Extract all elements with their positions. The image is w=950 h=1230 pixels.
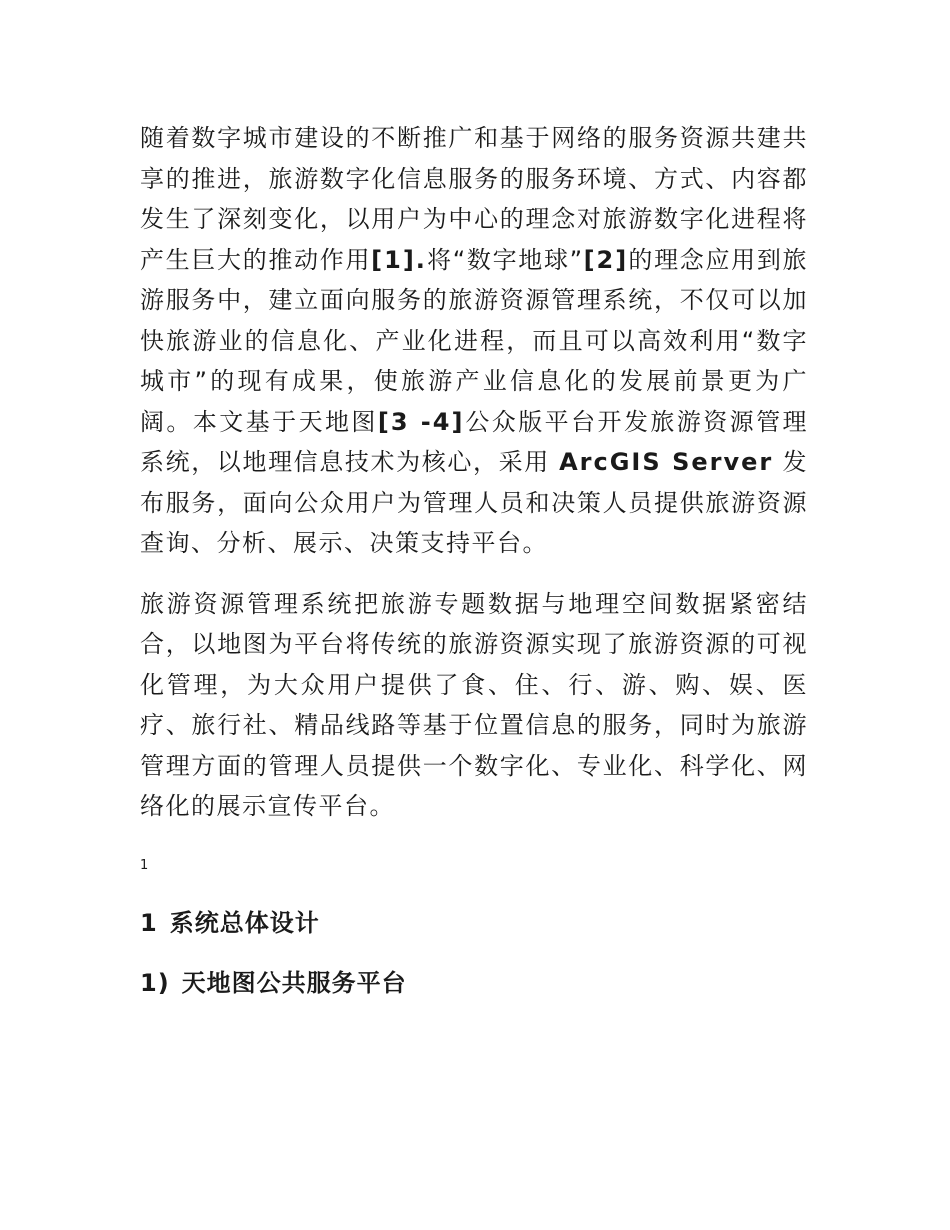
intro-text-3: 的理念应用到旅游服务中，建立面向服务的旅游资源管理系统，不仅可以加快旅游业的信息化、产业化进程，而且可以高效利用“数字城市”的现有成果，使旅游产业信息化的发展前景更为广阔。本文基于天地图 — [140, 245, 809, 436]
intro-text-2: 将“数字地球” — [426, 245, 584, 274]
subsection-number: 1) — [140, 968, 170, 997]
footnote-marker: 1 — [140, 857, 149, 873]
citation-ref-2: [2] — [583, 245, 629, 274]
subsection-title: 天地图公共服务平台 — [181, 968, 407, 997]
citation-ref-1: [1]. — [371, 245, 427, 274]
citation-ref-3: [3 -4] — [377, 407, 465, 436]
intro-paragraph — [140, 118, 808, 564]
intro-text-4: 公众版平台开发旅游资源管理系统，以地理信息技术为核心，采用 — [140, 407, 809, 476]
subsection-heading — [140, 965, 808, 1001]
term-arcgis-server: ArcGIS Server — [559, 448, 774, 476]
document-page — [140, 118, 808, 1001]
section-number: 1 — [140, 908, 158, 937]
section-heading — [140, 905, 808, 941]
section-title: 系统总体设计 — [169, 908, 320, 937]
intro-text-1: 随着数字城市建设的不断推广和基于网络的服务资源共建共享的推进，旅游数字化信息服务的服务环境、方式、内容都发生了深刻变化，以用户为中心的理念对旅游数字化进程将产生巨大的推动作用 — [140, 124, 808, 274]
intro-text-5: 发布服务，面向公众用户为管理人员和决策人员提供旅游资源查询、分析、展示、决策支持平台。 — [140, 448, 808, 557]
system-paragraph: 旅游资源管理系统把旅游专题数据与地理空间数据紧密结合，以地图为平台将传统的旅游资源实现了旅游资源的可视化管理，为大众用户提供了食、住、行、游、购、娱、医疗、旅行社、精品线路等基于位置信息的服务，同时为旅游管理方面的管理人员提供一个数字化、专业化、科学化、网络化的展示宣传平台。 — [140, 589, 808, 820]
